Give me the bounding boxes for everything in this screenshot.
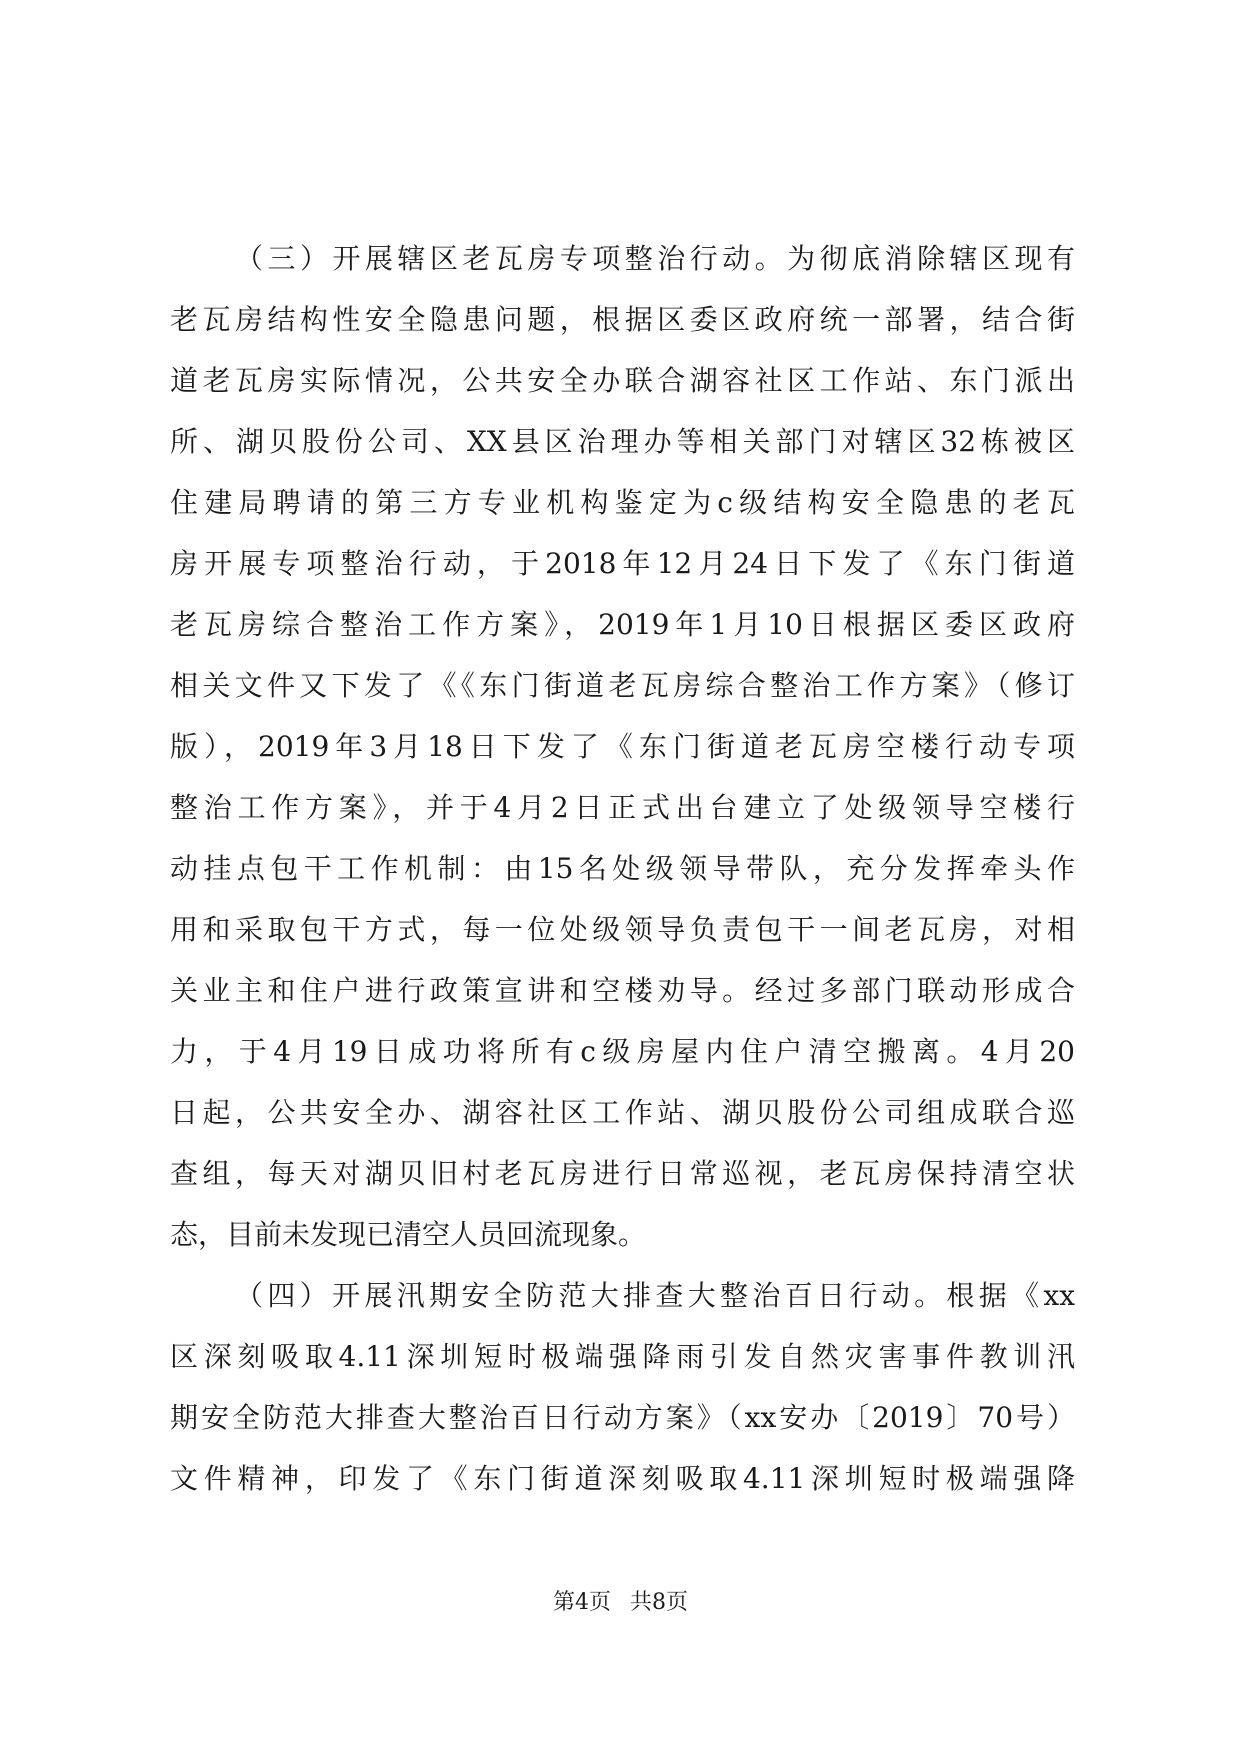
text-line: 所、湖贝股份公司、XX县区治理办等相关部门对辖区32栋被区 (170, 425, 1075, 458)
text-line: 老瓦房结构性安全隐患问题，根据区委区政府统一部署，结合街 (170, 303, 1075, 336)
text-line: （四）开展汛期安全防范大排查大整治百日行动。根据《xx (235, 1279, 1075, 1312)
text-line: 期安全防范大排查大整治百日行动方案》（xx安办〔2019〕70号） (170, 1401, 1075, 1434)
text-line: 查组，每天对湖贝旧村老瓦房进行日常巡视，老瓦房保持清空状 (170, 1157, 1075, 1190)
page-total: 共8页 (630, 1590, 688, 1615)
text-line: 日起，公共安全办、湖容社区工作站、湖贝股份公司组成联合巡 (170, 1096, 1075, 1129)
document-body (170, 228, 1075, 1509)
text-line: 住建局聘请的第三方专业机构鉴定为c级结构安全隐患的老瓦 (170, 486, 1075, 519)
text-line: 道老瓦房实际情况，公共安全办联合湖容社区工作站、东门派出 (170, 364, 1075, 397)
text-line: 动挂点包干工作机制：由15名处级领导带队，充分发挥牵头作 (170, 852, 1075, 885)
text-line: 用和采取包干方式，每一位处级领导负责包干一间老瓦房，对相 (170, 913, 1075, 946)
text-line: 版），2019年3月18日下发了《东门街道老瓦房空楼行动专项 (170, 730, 1075, 763)
text-line: 老瓦房综合整治工作方案》，2019年1月10日根据区委区政府 (170, 608, 1075, 641)
text-line: 文件精神，印发了《东门街道深刻吸取4.11深圳短时极端强降 (170, 1462, 1075, 1495)
text-line: 力，于4月19日成功将所有c级房屋内住户清空搬离。4月20 (170, 1035, 1075, 1068)
text-line: 关业主和住户进行政策宣讲和空楼劝导。经过多部门联动形成合 (170, 974, 1075, 1007)
page-number: 第4页 (553, 1590, 611, 1615)
page-footer (0, 1588, 1241, 1618)
text-line: （三）开展辖区老瓦房专项整治行动。为彻底消除辖区现有 (235, 242, 1075, 275)
text-line: 房开展专项整治行动，于2018年12月24日下发了《东门街道 (170, 547, 1075, 580)
text-line: 态，目前未发现已清空人员回流现象。 (170, 1218, 647, 1251)
text-line: 相关文件又下发了《《东门街道老瓦房综合整治工作方案》（修订 (170, 669, 1075, 702)
text-line: 区深刻吸取4.11深圳短时极端强降雨引发自然灾害事件教训汛 (170, 1340, 1075, 1373)
text-line: 整治工作方案》，并于4月2日正式出台建立了处级领导空楼行 (170, 791, 1075, 824)
